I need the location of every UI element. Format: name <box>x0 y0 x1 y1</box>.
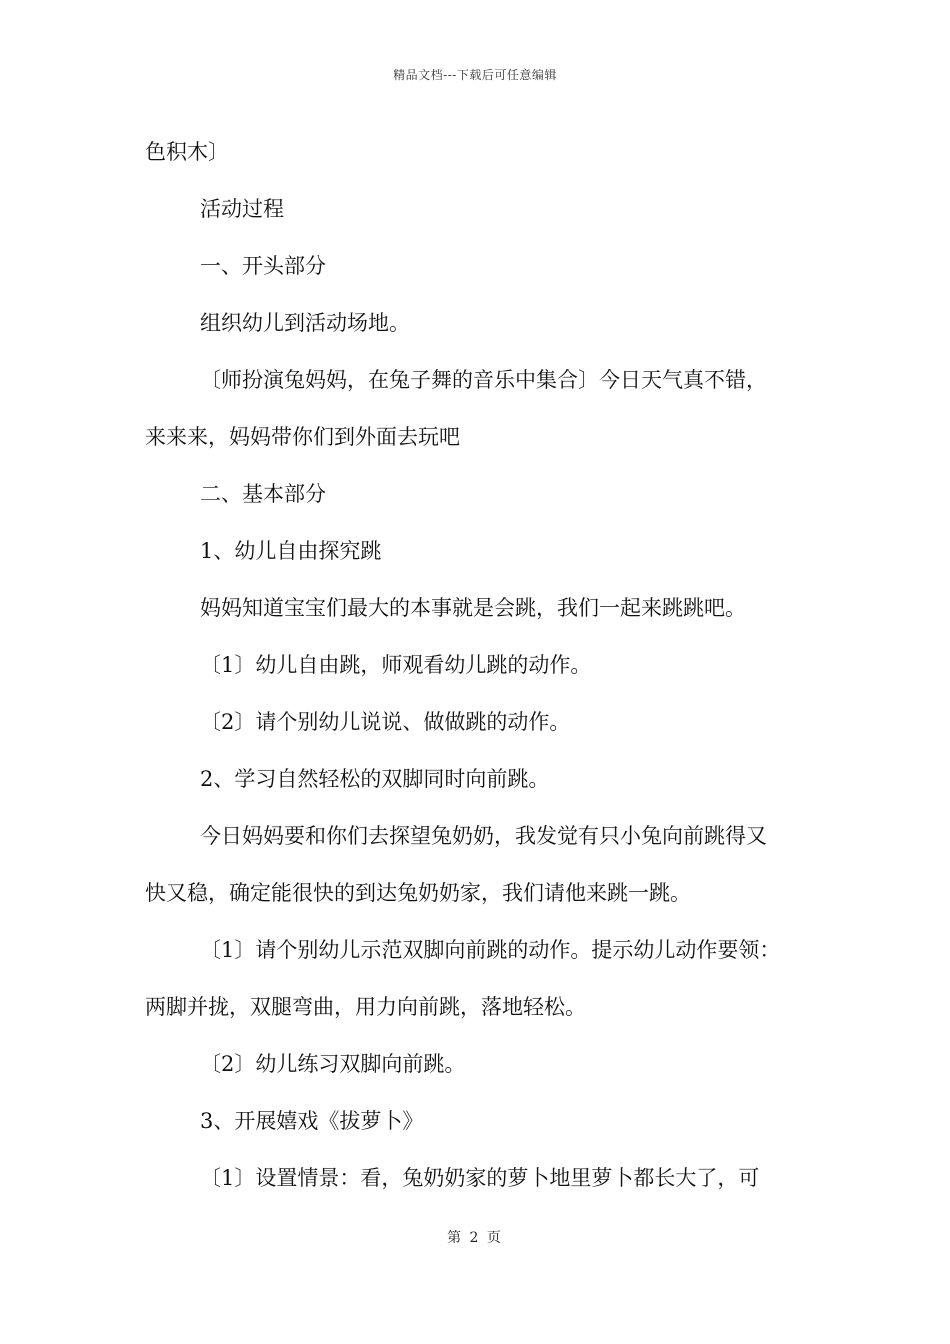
text-line: 色积木〕 <box>145 140 229 164</box>
text-line: 〔1〕设置情景：看，兔奶奶家的萝卜地里萝卜都长大了，可 <box>200 1166 760 1190</box>
text-line: 妈妈知道宝宝们最大的本事就是会跳，我们一起来跳跳吧。 <box>200 596 746 620</box>
text-line: 来来来，妈妈带你们到外面去玩吧 <box>145 425 460 449</box>
text-line: 〔1〕幼儿自由跳，师观看幼儿跳的动作。 <box>200 653 592 677</box>
text-line: 〔2〕请个别幼儿说说、做做跳的动作。 <box>200 710 571 734</box>
text-line: 组织幼儿到活动场地。 <box>200 311 410 335</box>
text-line: 二、基本部分 <box>200 482 326 506</box>
text-line: 活动过程 <box>200 197 284 221</box>
text-line: 快又稳，确定能很快的到达兔奶奶家，我们请他来跳一跳。 <box>145 881 691 905</box>
text-line: 〔师扮演兔妈妈，在兔子舞的音乐中集合〕今日天气真不错， <box>200 368 767 392</box>
text-line: 一、开头部分 <box>200 254 326 278</box>
text-line: 〔2〕幼儿练习双脚向前跳。 <box>200 1052 466 1076</box>
page-header: 精品文档---下载后可任意编辑 <box>393 68 557 82</box>
text-line: 〔1〕请个别幼儿示范双脚向前跳的动作。提示幼儿动作要领： <box>200 938 781 962</box>
text-line: 两脚并拢，双腿弯曲，用力向前跳，落地轻松。 <box>145 995 586 1019</box>
text-line: 1、幼儿自由探究跳 <box>200 539 382 563</box>
text-line: 今日妈妈要和你们去探望兔奶奶，我发觉有只小兔向前跳得又 <box>200 824 767 848</box>
text-line: 3、开展嬉戏《拔萝卜》 <box>200 1109 424 1133</box>
text-line: 2、学习自然轻松的双脚同时向前跳。 <box>200 767 550 791</box>
page-number: 第 2 页 <box>447 1230 503 1246</box>
